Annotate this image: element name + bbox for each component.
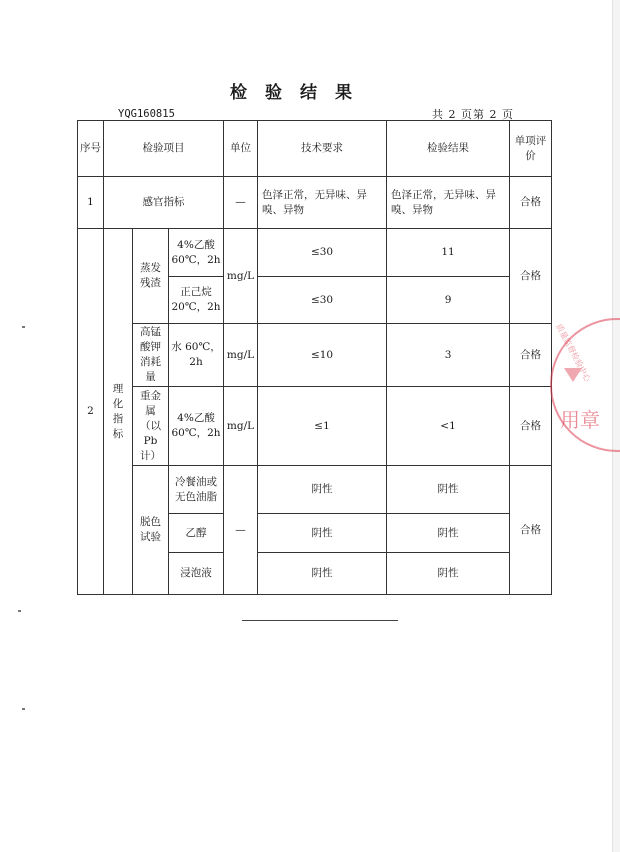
row1-result: 色泽正常，无异味、异嗅、异物 [387, 177, 510, 229]
evap-unit: mg/L [224, 229, 258, 324]
row2-seq: 2 [78, 229, 104, 595]
decolor-res2: 阴性 [387, 514, 510, 553]
table-header-row [78, 121, 552, 177]
seal-center-text: 用章 [560, 408, 600, 432]
evap-cond2: 正己烷 20℃，2h [169, 277, 224, 324]
row1-verdict: 合格 [510, 177, 552, 229]
table-row [78, 229, 552, 277]
heavy-req: ≤1 [258, 387, 387, 466]
decolor-name: 脱色试验 [133, 466, 169, 595]
header-item: 检验项目 [104, 121, 224, 177]
kmno4-req: ≤10 [258, 324, 387, 387]
scan-speck [22, 708, 25, 710]
evap-req2: ≤30 [258, 277, 387, 324]
evap-req1: ≤30 [258, 229, 387, 277]
evap-res1: 11 [387, 229, 510, 277]
evap-res2: 9 [387, 277, 510, 324]
heavy-name: 重金属（以Pb计） [133, 387, 169, 466]
row1-unit: — [224, 177, 258, 229]
kmno4-unit: mg/L [224, 324, 258, 387]
decolor-unit: — [224, 466, 258, 595]
table-row [78, 177, 552, 229]
decolor-cond3: 浸泡液 [169, 553, 224, 595]
page-title: 检验结果 [230, 83, 370, 103]
table-row [78, 387, 552, 466]
kmno4-name: 高锰酸钾消耗量 [133, 324, 169, 387]
kmno4-cond: 水 60℃，2h [169, 324, 224, 387]
decolor-cond1: 冷餐油或无色油脂 [169, 466, 224, 514]
header-result: 检验结果 [387, 121, 510, 177]
kmno4-verdict: 合格 [510, 324, 552, 387]
decolor-req1: 阴性 [258, 466, 387, 514]
page-indicator: 共 2 页第 2 页 [432, 108, 514, 121]
row2-group: 理化指标 [104, 229, 133, 595]
scan-speck [22, 326, 25, 328]
row1-requirement: 色泽正常，无异味、异嗅、异物 [258, 177, 387, 229]
header-seq: 序号 [78, 121, 104, 177]
heavy-verdict: 合格 [510, 387, 552, 466]
row1-item: 感官指标 [104, 177, 224, 229]
decolor-req3: 阴性 [258, 553, 387, 595]
kmno4-res: 3 [387, 324, 510, 387]
header-requirement: 技术要求 [258, 121, 387, 177]
heavy-cond: 4%乙酸 60℃，2h [169, 387, 224, 466]
end-of-report-line [242, 620, 398, 621]
table-row [78, 324, 552, 387]
results-table [77, 120, 552, 595]
seal-ring-text: 质量监督检验中心 [554, 322, 593, 384]
report-number: YQG160815 [118, 108, 175, 120]
decolor-res3: 阴性 [387, 553, 510, 595]
decolor-cond2: 乙醇 [169, 514, 224, 553]
heavy-res: <1 [387, 387, 510, 466]
decolor-verdict: 合格 [510, 466, 552, 595]
header-verdict: 单项评价 [510, 121, 552, 177]
scan-speck [18, 610, 21, 612]
header-unit: 单位 [224, 121, 258, 177]
heavy-unit: mg/L [224, 387, 258, 466]
evap-verdict: 合格 [510, 229, 552, 324]
evap-cond1: 4%乙酸 60℃，2h [169, 229, 224, 277]
decolor-req2: 阴性 [258, 514, 387, 553]
table-row [78, 466, 552, 514]
row1-seq: 1 [78, 177, 104, 229]
decolor-res1: 阴性 [387, 466, 510, 514]
evap-name: 蒸发残渣 [133, 229, 169, 324]
seal-star-icon [564, 368, 582, 382]
